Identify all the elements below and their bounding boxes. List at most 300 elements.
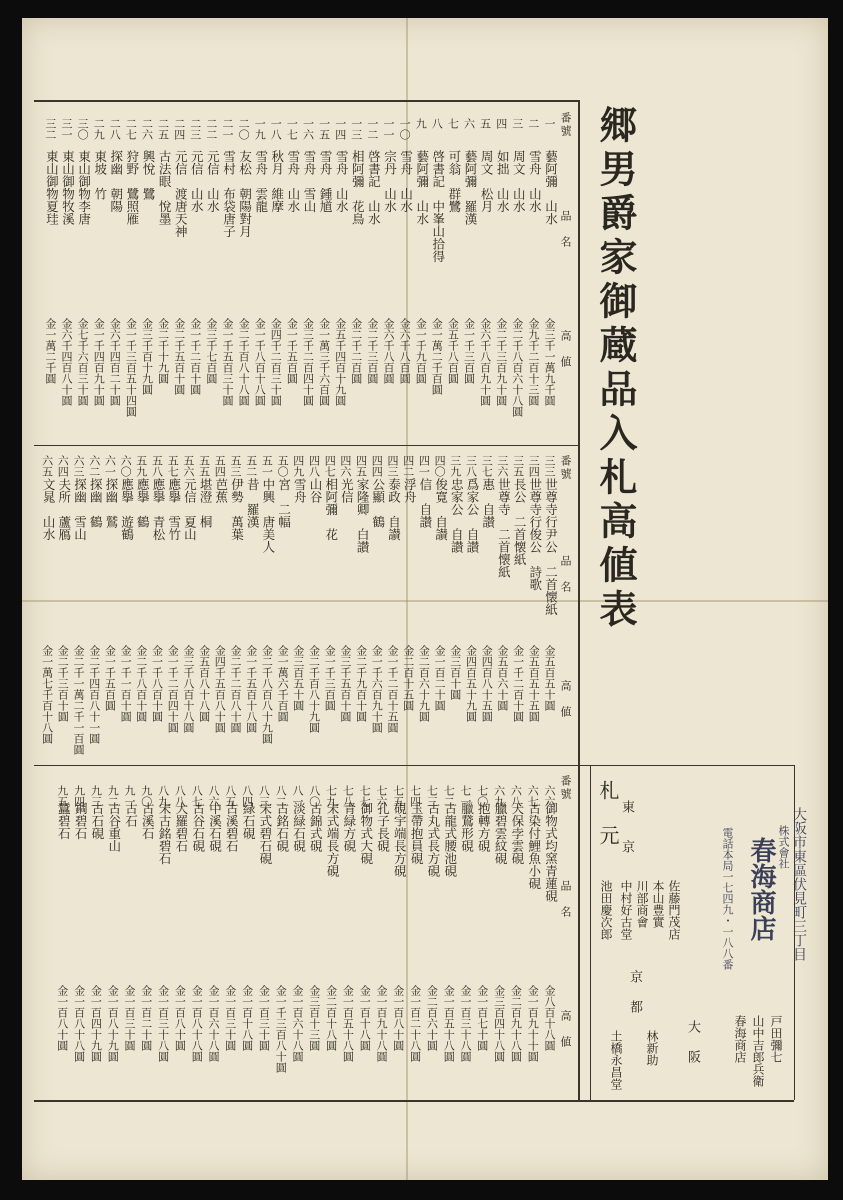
block2-row-value: 金五百五十圓 xyxy=(543,645,556,711)
block3-row-number: 七四 xyxy=(408,785,422,807)
block1-row-value: 金一千三百圓 xyxy=(462,318,476,384)
block3-row-value: 金一百七十圓 xyxy=(475,985,489,1051)
block1-row-value: 金六千八百圓 xyxy=(398,318,412,384)
block1-row-item: 興悅 鷺 xyxy=(141,150,156,200)
block3-row-number: 九四 xyxy=(72,785,86,807)
block2-row-number: 六二 xyxy=(87,455,101,477)
block3-row-number: 六六 xyxy=(543,785,556,807)
block1-row-value: 金二千二百圓 xyxy=(349,318,363,384)
block3-row-value: 金一百二十八圓 xyxy=(408,985,422,1062)
block3-row-value: 金一百三十圓 xyxy=(257,985,271,1051)
block1-row-value: 金二千十九圓 xyxy=(156,318,170,384)
block3-row-item: 古石 xyxy=(123,802,139,827)
block2-row-item: 應擧 雪竹 xyxy=(166,478,182,541)
block3-row-item: 宋式碧石硯 xyxy=(257,802,273,865)
block3-row-value: 金一百六十八圓 xyxy=(291,985,304,1062)
block1-row-item: 東山御物李唐 xyxy=(76,150,92,225)
organizer-left-line xyxy=(590,765,591,1100)
block3-row-number: 八〇 xyxy=(307,785,321,807)
block2-row-item: 宮 二幅 xyxy=(276,478,292,528)
header-name-2: 品 名 xyxy=(559,555,572,594)
block2-row-value: 金四千五百八十圓 xyxy=(213,645,227,733)
stamp-address: 大阪市東區伏見町三丁目 xyxy=(791,807,807,961)
block2-row-value: 金一千二百十五圓 xyxy=(386,645,399,733)
block1-row-value: 金一千九百圓 xyxy=(414,318,428,384)
block1-row-value: 金五千八百圓 xyxy=(446,318,460,384)
header-value-1: 高 値 xyxy=(559,330,572,369)
block2-row-value: 金三千八百十八圓 xyxy=(181,645,195,733)
block2-row-item: 世尊寺行尹公 二首懐紙 xyxy=(543,478,559,616)
block3-row-value: 金一百三十八圓 xyxy=(459,985,472,1062)
block2-row-item: 文晁 山水 xyxy=(41,478,57,541)
block2-row-item: 探幽 鶴 xyxy=(88,478,104,528)
block3-row-item: 古谷石硯 xyxy=(190,802,206,852)
block2-row-number: 四四 xyxy=(370,455,384,477)
kyoto-dealer-1: 林新助 xyxy=(645,1030,659,1066)
block3-row-item: 緑石硯 xyxy=(241,802,257,840)
block3-row-item: 宋式端長方硯 xyxy=(325,802,341,877)
block1-row-value: 金三千二百四十圓 xyxy=(301,318,315,406)
block3-row-value: 金一百三十八圓 xyxy=(156,985,170,1062)
region-osaka-2: 阪 xyxy=(685,1050,700,1063)
block2-row-item: 浮舟 xyxy=(402,478,418,503)
block1-row-number: 二五 xyxy=(156,118,170,140)
block3-row-number: 七六 xyxy=(375,785,388,807)
block1-row-number: 一五 xyxy=(317,118,331,140)
frame-line-top xyxy=(34,100,579,102)
block2-row-item: 世尊寺 二首懐紙 xyxy=(496,478,512,578)
block1-row-item: 可翁 群鷺 xyxy=(446,150,462,213)
block3-row-value: 金一百五十八圓 xyxy=(442,985,456,1062)
block3-row-value: 金一百三十圓 xyxy=(223,985,237,1051)
block1-row-item: 秋月 維摩 xyxy=(269,150,285,213)
block1-row-number: 二〇 xyxy=(237,118,251,140)
block1-row-number: 八 xyxy=(430,118,444,129)
block2-row-number: 五八 xyxy=(150,455,164,477)
block2-row-item: 世尊寺行俊公 詩歌 xyxy=(527,478,543,591)
region-osaka-1: 大 xyxy=(685,1020,700,1033)
block2-row-value: 金一萬六千百圓 xyxy=(276,645,290,722)
block1-row-number: 二三 xyxy=(188,118,202,140)
block2-row-item: 夫所 蘆鴈 xyxy=(56,478,72,541)
block3-row-value: 金一百四十九圓 xyxy=(89,985,103,1062)
block1-row-value: 金一千二百十圓 xyxy=(188,318,202,395)
block3-row-item: 大羅碧石 xyxy=(173,802,189,852)
block2-row-number: 三六 xyxy=(495,455,509,477)
block1-row-value: 金一千八百十八圓 xyxy=(253,318,267,406)
block2-row-item: 雪舟 xyxy=(292,478,308,503)
block1-row-item: 元信 山水 xyxy=(189,150,205,213)
block3-row-item: 蠶碧石 xyxy=(56,802,72,840)
block3-row-value: 金一百九十八圓 xyxy=(375,985,388,1062)
block1-row-item: 元信 山水 xyxy=(205,150,221,213)
block1-row-number: 六 xyxy=(462,118,476,129)
block2-row-value: 金二千二百八十圓 xyxy=(229,645,242,733)
block1-row-item: 雪舟 山水 xyxy=(527,150,543,213)
block1-row-item: 啓書記 山水 xyxy=(366,150,382,225)
block1-row-item: 周文 松月 xyxy=(479,150,495,213)
block1-row-value: 金二千五百十圓 xyxy=(172,318,186,395)
block1-row-value: 金二千八百六十八圓 xyxy=(510,318,524,417)
block3-row-item: 古溪碧石 xyxy=(224,802,240,852)
block1-row-number: 一二 xyxy=(365,118,379,140)
block1-row-number: 二八 xyxy=(108,118,122,140)
block1-row-value: 金三千百十九圓 xyxy=(140,318,154,395)
block3-row-item: 中溪石硯 xyxy=(207,802,223,852)
region-kyoto-2: 都 xyxy=(627,1000,642,1013)
block2-row-number: 五〇 xyxy=(276,455,290,477)
block2-row-value: 金一千一百十圓 xyxy=(119,645,133,722)
block3-row-item: 古錦式硯 xyxy=(308,802,324,852)
block1-row-number: 一七 xyxy=(285,118,299,140)
block3-row-item: 玉帶抱員硯 xyxy=(409,802,425,865)
block2-row-item: 光信 xyxy=(339,478,355,503)
block2-row-number: 五四 xyxy=(213,455,227,477)
block1-row-number: 三二 xyxy=(43,118,57,140)
block3-row-number: 八五 xyxy=(223,785,237,807)
block3-row-value: 金一百五十八圓 xyxy=(341,985,355,1062)
osaka-dealer-1: 戸田彌七 xyxy=(769,1015,783,1063)
block1-row-item: 東山御物牧溪 xyxy=(60,150,76,225)
block3-row-value: 金一百八十九圓 xyxy=(106,985,120,1062)
page-title: 郷男爵家御蔵品入札高値表 xyxy=(593,105,638,633)
block2-row-number: 五五 xyxy=(197,455,211,477)
block3-row-value: 金一百十八圓 xyxy=(358,985,372,1051)
block1-row-item: 如拙 山水 xyxy=(495,150,511,213)
stamp-company-type: 株式會社 xyxy=(777,825,790,869)
header-value-2: 高 値 xyxy=(559,680,572,719)
block1-row-value: 金六千八百九十圓 xyxy=(478,318,492,406)
block2-row-item: 探幽 雪山 xyxy=(72,478,88,541)
block1-divider xyxy=(34,445,579,446)
block3-row-item: 古溪石 xyxy=(140,802,156,840)
block2-row-item: 惠 自讃 xyxy=(480,478,496,528)
block3-row-number: 七二 xyxy=(442,785,456,807)
block1-row-value: 金一千五百三十圓 xyxy=(221,318,234,406)
block2-row-number: 三三 xyxy=(543,455,556,477)
block1-row-value: 金一千四百九十圓 xyxy=(92,318,106,406)
block1-row-value: 金三千一萬九千圓 xyxy=(543,318,556,406)
block2-row-number: 六四 xyxy=(56,455,70,477)
block1-row-value: 金三千七百圓 xyxy=(204,318,218,384)
block3-row-number: 八六 xyxy=(207,785,220,807)
block2-row-number: 六〇 xyxy=(119,455,133,477)
block1-row-value: 金二千三百圓 xyxy=(365,318,379,384)
block2-row-item: 應擧 青松 xyxy=(151,478,166,541)
block3-row-value: 金一百十八圓 xyxy=(240,985,254,1051)
block2-row-number: 五三 xyxy=(229,455,242,477)
block1-row-item: 周文 山水 xyxy=(511,150,527,213)
block1-row-item: 雪舟 山水 xyxy=(398,150,414,213)
block1-row-number: 一三 xyxy=(349,118,363,140)
block3-row-number: 九一 xyxy=(123,785,136,807)
block2-row-item: 昔 羅漢 xyxy=(245,478,261,528)
block3-row-item: 御物式大硯 xyxy=(358,802,374,865)
frame-line-right xyxy=(578,100,580,1100)
block1-row-item: 探幽 朝陽 xyxy=(108,150,124,213)
block1-row-value: 金四千二百三十圓 xyxy=(269,318,283,406)
block1-row-number: 三〇 xyxy=(76,118,90,140)
block3-row-item: 古龍式腰池硯 xyxy=(442,802,458,877)
block2-row-number: 四三 xyxy=(386,455,399,477)
block3-row-value: 金一百六十八圓 xyxy=(207,985,220,1062)
tokyo-dealer-2: 川部商會 xyxy=(635,880,649,928)
block2-row-item: 爲家公 自讃 xyxy=(465,478,480,553)
kyoto-dealer-2: 土橋永昌堂 xyxy=(609,1030,623,1090)
header-number-2: 番號 xyxy=(559,455,572,481)
block3-row-value: 金一百八十八圓 xyxy=(72,985,86,1062)
block2-row-value: 金一千六百九十圓 xyxy=(370,645,384,733)
stamp-phone: 電話本局一七四九・一八八番 xyxy=(721,827,734,970)
block2-row-number: 六五 xyxy=(40,455,54,477)
block2-row-item: 芭蕉 xyxy=(213,478,229,503)
block3-row-number: 六七 xyxy=(526,785,540,807)
block3-row-item: 臘碧雲紋硯 xyxy=(493,802,509,865)
block3-row-number: 七〇 xyxy=(475,785,489,807)
block3-row-value: 金八百十八圓 xyxy=(543,985,556,1051)
block1-row-number: 九 xyxy=(414,118,428,129)
dealer-stamp xyxy=(684,807,807,992)
block1-row-value: 金六千四百八十圓 xyxy=(60,318,73,406)
block2-row-value: 金二百十五圓 xyxy=(401,645,415,711)
block2-row-item: 應擧 遊鶴 xyxy=(119,478,135,541)
block3-row-item: 淡緑石硯 xyxy=(291,802,307,852)
block1-row-number: 二九 xyxy=(92,118,106,140)
block1-row-item: 友松 朝陽對月 xyxy=(237,150,253,238)
block1-row-number: 二 xyxy=(526,118,540,129)
block1-row-number: 二一 xyxy=(221,118,234,140)
block3-row-number: 七一 xyxy=(459,785,472,807)
block3-row-number: 七七 xyxy=(358,785,372,807)
block2-row-number: 五六 xyxy=(181,455,195,477)
block3-row-item: 古石硯 xyxy=(89,802,105,840)
block1-row-item: 藝阿彌 山水 xyxy=(543,150,559,225)
block2-row-value: 金二百六十九圓 xyxy=(417,645,431,722)
block3-row-number: 九五 xyxy=(55,785,69,807)
block2-row-number: 三四 xyxy=(527,455,541,477)
block2-row-value: 金三百十圓 xyxy=(448,645,462,700)
block1-row-value: 金二千百八十八圓 xyxy=(237,318,251,406)
block2-row-value: 金一千五百圓 xyxy=(103,645,117,711)
block3-row-value: 金三百四十八圓 xyxy=(492,985,506,1062)
block3-row-value: 金一百八十圓 xyxy=(173,985,187,1051)
block1-row-number: 三 xyxy=(510,118,524,129)
block2-row-value: 金一千三百圓 xyxy=(323,645,337,711)
block2-row-item: 相阿彌 花 xyxy=(323,478,339,541)
block2-row-item: 長公 二首懐紙 xyxy=(512,478,528,566)
block1-row-item: 雪舟 鍾馗 xyxy=(318,150,334,213)
block2-row-number: 五二 xyxy=(244,455,258,477)
block3-row-value: 金一百三十圓 xyxy=(123,985,136,1051)
block1-row-item: 雪舟 山水 xyxy=(334,150,350,213)
tokyo-dealer-3: 本山豊實 xyxy=(651,880,665,928)
block2-row-number: 四七 xyxy=(323,455,337,477)
block2-row-item: 山谷 xyxy=(308,478,323,503)
region-kyoto-1: 京 xyxy=(627,970,642,983)
block1-row-value: 金九千二百十三圓 xyxy=(526,318,540,406)
stamp-company-name: 春海商店 xyxy=(746,837,776,941)
header-name-3: 品 名 xyxy=(559,880,572,919)
block2-divider xyxy=(34,765,794,766)
block2-row-item: 俊寛 自讃 xyxy=(433,478,449,541)
block1-row-number: 一〇 xyxy=(398,118,412,140)
tokyo-dealer-4: 佐藤門茂店 xyxy=(667,880,681,940)
organizer-label-fuda: 札 xyxy=(596,780,620,812)
block2-row-number: 四九 xyxy=(291,455,305,477)
block1-row-value: 金一萬二千圓 xyxy=(43,318,57,384)
block3-row-value: 金二百六十圓 xyxy=(425,985,439,1051)
osaka-dealer-3: 春海商店 xyxy=(733,1015,747,1063)
block3-row-number: 八四 xyxy=(240,785,254,807)
block2-row-value: 金五百六十圓 xyxy=(495,645,509,711)
block3-row-number: 八三 xyxy=(257,785,271,807)
block1-row-item: 藝阿彌 山水 xyxy=(414,150,430,225)
block3-row-number: 八一 xyxy=(291,785,304,807)
block1-row-item: 東坡 竹 xyxy=(92,150,108,200)
block1-row-number: 二四 xyxy=(172,118,186,140)
block2-row-item: 應擧 鶴 xyxy=(135,478,151,528)
block3-row-number: 七九 xyxy=(324,785,338,807)
block3-row-value: 金一百九十十圓 xyxy=(526,985,540,1062)
block3-row-item: 古染付鯉魚小硯 xyxy=(526,802,542,890)
block3-row-value: 金一百八十圓 xyxy=(391,985,405,1051)
block1-row-number: 二六 xyxy=(140,118,154,140)
block3-row-item: 鋼碧石 xyxy=(73,802,89,840)
organizer-label-moto: 元 xyxy=(596,825,620,857)
block2-row-number: 四一 xyxy=(417,455,431,477)
block2-row-value: 金一千八百十圓 xyxy=(150,645,164,722)
block2-row-value: 金一千五百十八圓 xyxy=(244,645,258,733)
block1-row-number: 七 xyxy=(446,118,460,129)
block1-row-value: 金一萬三千六百圓 xyxy=(317,318,331,406)
block2-row-value: 金二千九百十圓 xyxy=(354,645,368,722)
block3-row-value: 金一百八十圓 xyxy=(55,985,69,1051)
block1-row-number: 一四 xyxy=(333,118,347,140)
block2-row-number: 五九 xyxy=(134,455,148,477)
block3-row-item: 硯宇端長方硯 xyxy=(392,802,408,877)
block3-row-number: 九三 xyxy=(89,785,103,807)
block1-row-value: 金二千三百九十圓 xyxy=(494,318,508,406)
block2-row-item: 忠家公 自讃 xyxy=(449,478,465,553)
block1-row-item: 古法眼 悅墨 xyxy=(157,150,173,225)
block1-row-number: 二七 xyxy=(124,118,138,140)
block2-row-item: 堪澄 桐 xyxy=(198,478,214,528)
block1-row-number: 一 xyxy=(543,118,556,129)
block2-row-value: 金二千四百八十一圓 xyxy=(87,645,101,744)
block2-row-value: 金二千一萬二千一百圓 xyxy=(72,645,85,755)
block1-row-item: 宗丹 山水 xyxy=(382,150,398,213)
block2-row-number: 五一 xyxy=(260,455,274,477)
block1-row-number: 五 xyxy=(478,118,492,129)
block3-row-value: 金一百八十八圓 xyxy=(190,985,204,1062)
block3-row-value: 金二百九十八圓 xyxy=(509,985,523,1062)
block2-row-number: 三八 xyxy=(464,455,478,477)
block2-row-value: 金三百五十圓 xyxy=(291,645,305,711)
block3-row-number: 九〇 xyxy=(139,785,153,807)
block1-row-number: 一八 xyxy=(269,118,283,140)
block2-row-item: 中興 唐美人 xyxy=(260,478,276,553)
block2-row-number: 四六 xyxy=(338,455,352,477)
block2-row-value: 金二千百八十九圓 xyxy=(307,645,321,733)
block2-row-value: 金四百八十五圓 xyxy=(480,645,494,722)
block2-row-number: 四二 xyxy=(401,455,415,477)
block2-row-item: 探幽 鷲 xyxy=(103,478,119,528)
block3-row-number: 六九 xyxy=(492,785,506,807)
block3-row-item: 抱轉方硯 xyxy=(476,802,492,852)
block2-row-number: 三五 xyxy=(511,455,525,477)
block2-row-number: 四八 xyxy=(307,455,321,477)
block1-row-number: 四 xyxy=(494,118,508,129)
block2-row-number: 四五 xyxy=(354,455,368,477)
block1-row-item: 雪舟 雪山 xyxy=(302,150,317,213)
block3-row-item: 古丸式長方硯 xyxy=(425,802,441,877)
osaka-dealer-2: 山中吉郎兵衛 xyxy=(751,1015,765,1087)
block1-row-value: 金五千四百十九圓 xyxy=(333,318,347,406)
block1-row-item: 雪舟 山水 xyxy=(285,150,301,213)
frame-line-bottom xyxy=(34,1100,794,1102)
block3-row-number: 八九 xyxy=(156,785,170,807)
block1-row-number: 一九 xyxy=(253,118,267,140)
block1-row-value: 金六千八百圓 xyxy=(382,318,395,384)
block1-row-value: 金一千三百五十四圓 xyxy=(124,318,138,417)
block3-row-number: 八二 xyxy=(274,785,288,807)
block3-row-item: 御物式均窯青蓮硯 xyxy=(543,802,559,902)
block3-row-value: 金一百二十圓 xyxy=(139,985,153,1051)
block1-row-value: 金一萬二千百圓 xyxy=(430,318,444,395)
block1-row-item: 雪舟 雲龍 xyxy=(253,150,269,213)
block2-row-item: 伊勢 萬葉 xyxy=(229,478,245,541)
block2-row-value: 金二千八百八十九圓 xyxy=(260,645,274,744)
block1-row-item: 狩野 鷺照雁 xyxy=(124,150,140,225)
block3-row-item: 天保孛雲硯 xyxy=(509,802,525,865)
block2-row-value: 金一百二十圓 xyxy=(433,645,447,711)
block1-row-value: 金一千五百圓 xyxy=(285,318,299,384)
block2-row-number: 四〇 xyxy=(433,455,447,477)
block2-row-number: 六一 xyxy=(103,455,117,477)
block1-row-item: 東山御物夏珪 xyxy=(44,150,60,225)
block2-row-item: 家隆卿 白讃 xyxy=(355,478,371,553)
block1-row-value: 金六千四百二十圓 xyxy=(108,318,122,406)
block3-row-number: 八七 xyxy=(190,785,204,807)
block2-row-value: 金五百五十五圓 xyxy=(527,645,541,722)
header-number-3: 番號 xyxy=(559,775,572,801)
block3-row-item: 臘鵞形硯 xyxy=(459,802,475,852)
block3-row-item: 古銘石硯 xyxy=(274,802,290,852)
block3-row-value: 金三百十三圓 xyxy=(307,985,321,1051)
block1-row-item: 雪村 布袋唐子 xyxy=(221,150,237,238)
block2-row-value: 金一萬七千百十八圓 xyxy=(40,645,54,744)
header-value-3: 高 値 xyxy=(559,1010,572,1049)
block2-row-item: 元信 夏山 xyxy=(182,478,198,541)
block2-row-value: 金二千三百十圓 xyxy=(56,645,70,722)
block1-row-number: 二二 xyxy=(204,118,218,140)
block2-row-number: 六三 xyxy=(72,455,85,477)
block3-row-number: 九二 xyxy=(106,785,120,807)
block1-row-value: 金七千六百三十圓 xyxy=(76,318,90,406)
region-tokyo: 東 xyxy=(619,800,634,813)
block1-row-number: 一一 xyxy=(382,118,395,140)
region-kyo: 京 xyxy=(619,840,634,853)
block1-row-number: 三一 xyxy=(60,118,73,140)
block2-row-value: 金三千五百十圓 xyxy=(338,645,352,722)
block1-row-item: 元信 渡唐天神 xyxy=(173,150,189,238)
block3-row-number: 八八 xyxy=(173,785,187,807)
block2-row-value: 金五百八十八圓 xyxy=(197,645,211,722)
block1-row-item: 相阿彌 花鳥 xyxy=(350,150,366,225)
block2-row-value: 金一千二百四十圓 xyxy=(166,645,180,733)
horizontal-fold xyxy=(22,600,828,602)
block3-row-item: 宋古銘碧石 xyxy=(157,802,173,865)
